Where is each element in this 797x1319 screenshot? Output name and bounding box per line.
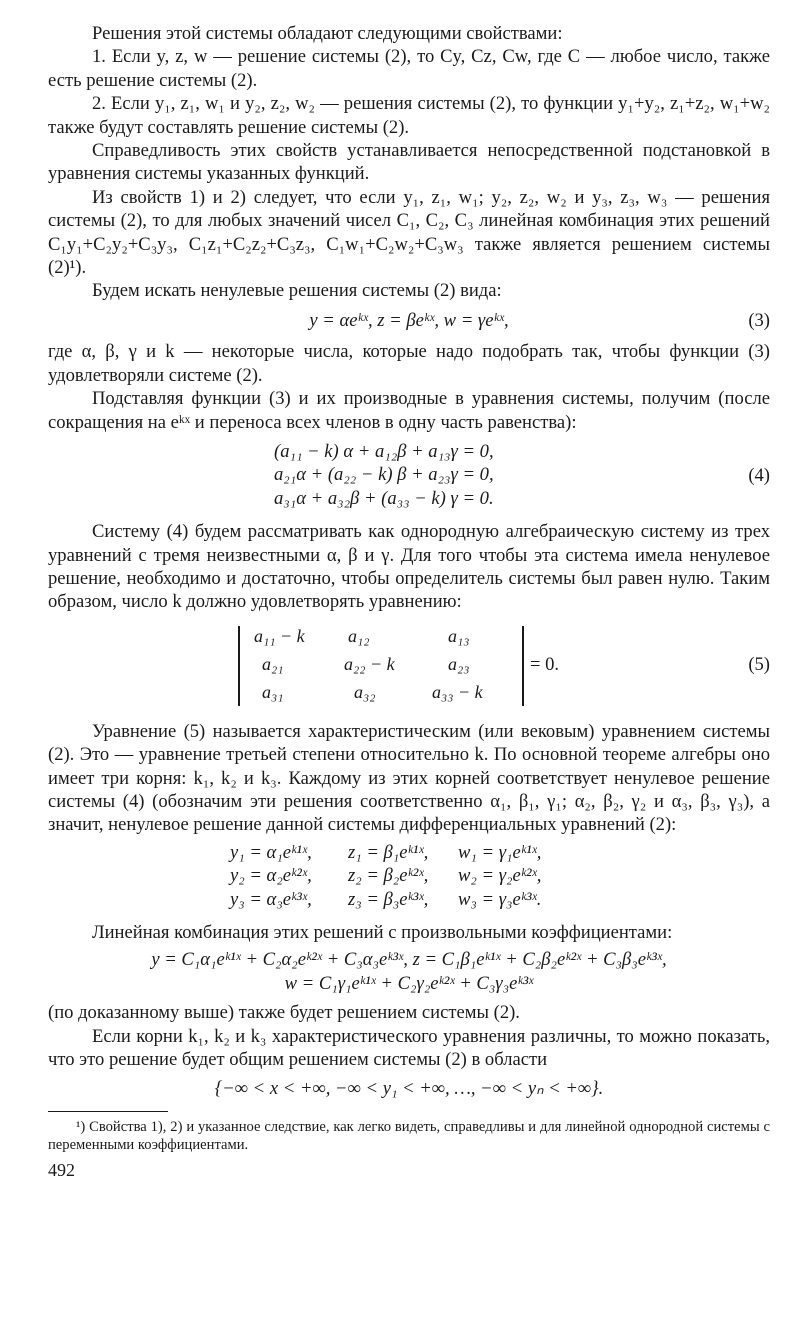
det-cell: a₃₃ − k	[432, 681, 483, 702]
det-cell: a₁₁ − k	[254, 625, 305, 646]
solution: y₂ = α₂eᵏ²ˣ,	[230, 865, 312, 887]
equation-line: (a₁₁ − k) α + a₁₂β + a₁₃γ = 0,	[274, 440, 494, 462]
equation-line: a₂₁α + (a₂₂ − k) β + a₂₃γ = 0,	[274, 464, 494, 486]
footnote-divider	[48, 1111, 168, 1112]
solution: z₁ = β₁eᵏ¹ˣ,	[348, 841, 429, 863]
solution: y₃ = α₃eᵏ³ˣ,	[230, 888, 312, 910]
equation-line: w = C₁γ₁eᵏ¹ˣ + C₂γ₂eᵏ²ˣ + C₃γ₃eᵏ³ˣ	[284, 972, 534, 994]
det-cell: a₃₁	[262, 681, 284, 702]
paragraph: Уравнение (5) называется характеристическим (или вековым) уравнением системы (2). Это — уравнение третьей степени относительно k. По основной теореме алгебры оно имеет три корня: k₁, k₂ и k₃. Каждому из этих корней соответствует ненулевое решение системы (4) (обозначим эти решения соответственно α₁, β₁, γ₁; α₂, β₂, γ₂ и α₃, β₃, γ₃), а значит, ненулевое решение данной системы дифференциальных уравнений (2):	[48, 720, 770, 836]
det-cell: a₂₂ − k	[344, 653, 395, 674]
equation-line: y = C₁α₁eᵏ¹ˣ + C₂α₂eᵏ²ˣ + C₃α₃eᵏ³ˣ, z = C₁β₁eᵏ¹ˣ + C₂β₂eᵏ²ˣ + C₃β₃eᵏ³ˣ,	[151, 949, 667, 971]
det-cell: a₃₂	[354, 681, 376, 702]
solution: w₂ = γ₂eᵏ²ˣ,	[458, 865, 542, 887]
solution: y₁ = α₁eᵏ¹ˣ,	[230, 841, 312, 863]
equation-number: (3)	[748, 309, 770, 331]
paragraph: Подставляя функции (3) и их производные в уравнения системы, получим (после сокращения на eᵏˣ и переноса всех членов в одну часть равенства):	[48, 388, 770, 433]
paragraph: Решения этой системы обладают следующими свойствами:	[92, 23, 563, 44]
paragraph: где α, β, γ и k — некоторые числа, которые надо подобрать так, чтобы функции (3) удовлетворяли системе (2).	[48, 341, 770, 386]
paragraph: 1. Если y, z, w — решение системы (2), то Cy, Cz, Cw, где C — любое число, также есть решение системы (2).	[48, 46, 770, 91]
equation-number: (4)	[748, 464, 770, 486]
paragraph: (по доказанному выше) также будет решением системы (2).	[48, 1002, 520, 1024]
determinant-bar-right	[522, 626, 524, 706]
det-cell: a₂₁	[262, 653, 284, 674]
paragraph: Систему (4) будем рассматривать как однородную алгебраическую систему из трех уравнений с тремя неизвестными α, β и γ. Для того чтобы эта система имела ненулевое решение, необходимо и достаточно, чтобы определитель системы был равен нулю. Таким образом, число k должно удовлетворять уравнению:	[48, 521, 770, 613]
determinant-equation-5	[48, 622, 770, 710]
paragraph: Справедливость этих свойств устанавливается непосредственной подстановкой в уравнения системы указанных функций.	[48, 140, 770, 185]
solution: w₁ = γ₁eᵏ¹ˣ,	[458, 841, 542, 863]
equation-text: {−∞ < x < +∞, −∞ < y₁ < +∞, …, −∞ < yₙ < +∞}.	[214, 1078, 604, 1100]
det-cell: a₁₂	[348, 625, 370, 646]
det-cell: a₂₃	[448, 653, 470, 674]
paragraph: Будем искать ненулевые решения системы (2) вида:	[92, 280, 502, 302]
paragraph: Линейная комбинация этих решений с произвольными коэффициентами:	[92, 922, 673, 943]
determinant-bar-left	[238, 626, 240, 706]
solution: z₃ = β₃eᵏ³ˣ,	[348, 888, 429, 910]
paragraph: Если корни k₁, k₂ и k₃ характеристического уравнения различны, то можно показать, что это решение будет общим решением системы (2) в области	[48, 1025, 770, 1071]
solution: z₂ = β₂eᵏ²ˣ,	[348, 865, 429, 887]
page-number: 492	[48, 1159, 75, 1180]
equation-text: y = αeᵏˣ, z = βeᵏˣ, w = γeᵏˣ,	[309, 309, 509, 331]
solutions-block	[230, 841, 770, 911]
equation-4	[48, 440, 770, 510]
equation-rhs: = 0.	[530, 653, 560, 675]
linear-combination	[48, 948, 770, 995]
paragraph: Из свойств 1) и 2) следует, что если y₁, z₁, w₁; y₂, z₂, w₂ и y₃, z₃, w₃ — решения системы (2), то для любых значений чисел C₁, C₂, C₃ линейная комбинация этих решений C₁y₁+C₂y₂+C₃y₃, C₁z₁+C₂z₂+C₃z₃, C₁w₁+C₂w₂+C₃w₃ также является решением системы (2)¹).	[48, 186, 770, 279]
domain-equation	[48, 1077, 770, 1100]
solution: w₃ = γ₃eᵏ³ˣ.	[458, 888, 542, 910]
equation-number: (5)	[748, 653, 770, 675]
page	[48, 22, 770, 1181]
paragraph: 2. Если y₁, z₁, w₁ и y₂, z₂, w₂ — решения системы (2), то функции y₁+y₂, z₁+z₂, w₁+w₂ также будут составлять решение системы (2).	[48, 93, 770, 138]
footnote: ¹) Свойства 1), 2) и указанное следствие, как легко видеть, справедливы и для линейной однородной системы с переменными коэффициентами.	[48, 1118, 770, 1153]
det-cell: a₁₃	[448, 625, 470, 646]
equation-line: a₃₁α + a₃₂β + (a₃₃ − k) γ = 0.	[274, 487, 494, 509]
equation-3	[48, 309, 770, 332]
